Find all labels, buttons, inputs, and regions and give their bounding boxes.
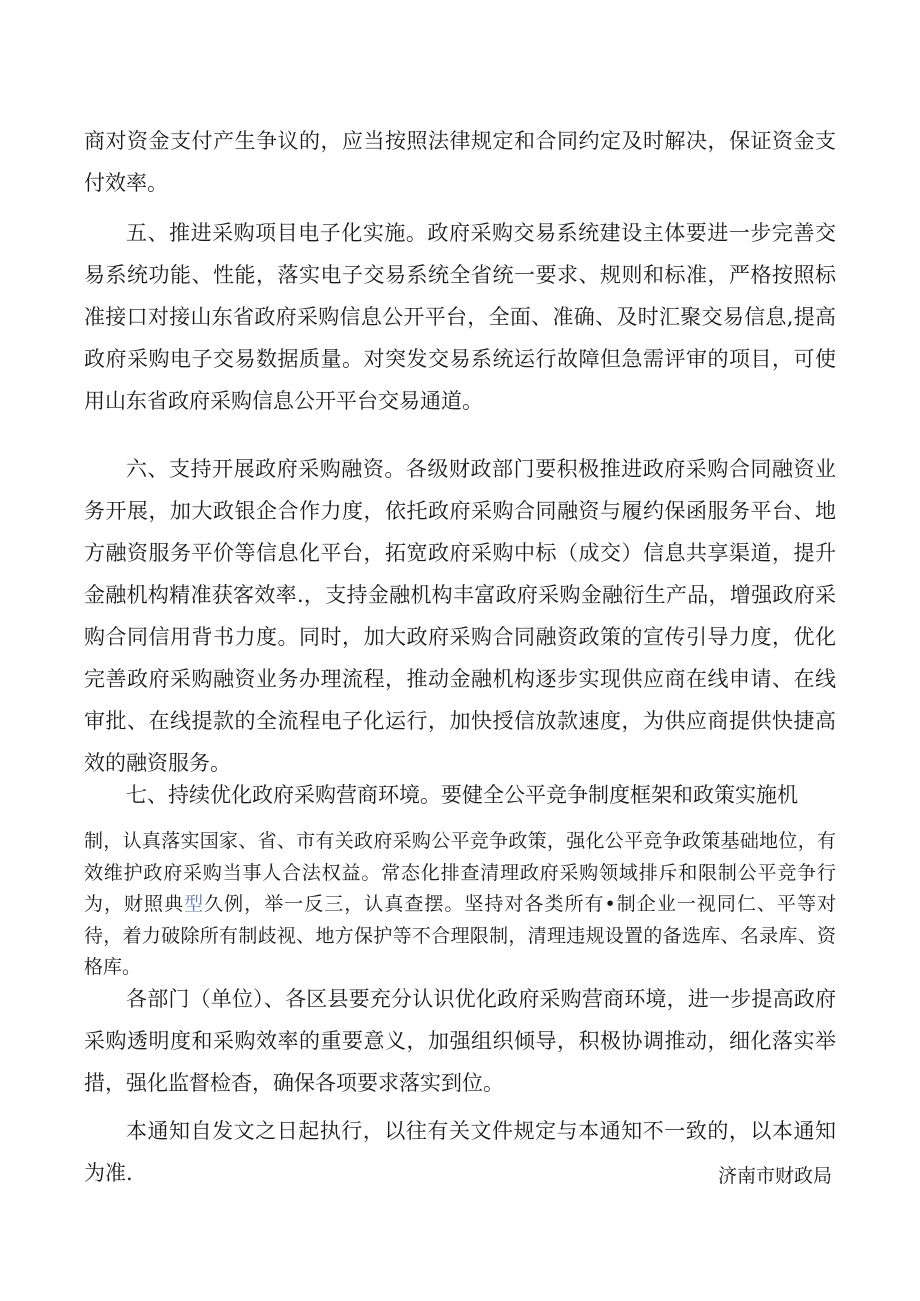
paragraph-section-six: 六、支持开展政府采购融资。各级财政部门要积极推进政府采购合同融资业务开展，加大政银企合作力度，依托政府采购合同融资与履约保函服务平台、地方融资服务平价等信息化平台，拓宽政府采购中标（成交）信息共享渠道，提升金融机构精准获客效率.，支持金融机构丰富政府采购金融衍生产品，增强政府采购合同信用背书力度。同时，加大政府采购合同融资政策的宣传引导力度，优化完善政府采购融资业务办理流程，推动金融机构逐步实现供应商在线申请、在线审批、在线提款的全流程电子化运行，加快授信放款速度，为供应商提供快捷高效的融资服务。 — [84, 457, 836, 775]
paragraph-continuation: 商对资金支付产生争议的，应当按照法律规定和合同约定及时解决，保证资金支付效率。 — [84, 129, 836, 195]
para5-text-after: 久例，举一反三，认真查摆。坚持对各类所有•制企业一视同仁、平等对待，着力破除所有制歧视、地方保护等不合理限制，清理违规设置的备选库、名录库、资格库。 — [84, 893, 836, 978]
paragraph-effective-date: 本通知自发文之日起执行，以往有关文件规定与本通知不一致的，以本通知为准. — [84, 1119, 836, 1185]
para5-highlight-char: 型 — [184, 893, 205, 915]
paragraph-section-seven-body — [84, 826, 836, 984]
paragraph-section-seven-heading: 七、持续优化政府采购营商环境。要健全公平竞争制度框架和政策实施机 — [126, 783, 798, 807]
paragraph-section-five: 五、推进采购项目电子化实施。政府采购交易系统建设主体要进一步完善交易系统功能、性能，落实电子交易系统全省统一要求、规则和标准，严格按照标准接口对接山东省政府采购信息公开平台，全面、准确、及时汇聚交易信息,提高政府采购电子交易数据质量。对突发交易系统运行故障但急需评审的项目，可使用山东省政府采购信息公开平台交易通道。 — [84, 221, 836, 413]
paragraph-departments: 各部门（单位）、各区县要充分认识优化政府采购营商环境，进一步提高政府采购透明度和采购效率的重要意义，加强组织倾导，积极协调推动，细化落实举措，强化监督检杳，确保各项要求落实到位。 — [84, 987, 836, 1095]
signature-issuer: 济南市财政局 — [717, 1165, 832, 1187]
para5-text-before: 制，认真落实国家、省、市有关政府采购公平竞争政策，强化公平竞争政策基础地位，有效维护政府采购当事人合法权益。常态化排查清理政府采购领域排斥和限制公平竞争行为，财照典 — [84, 830, 836, 915]
